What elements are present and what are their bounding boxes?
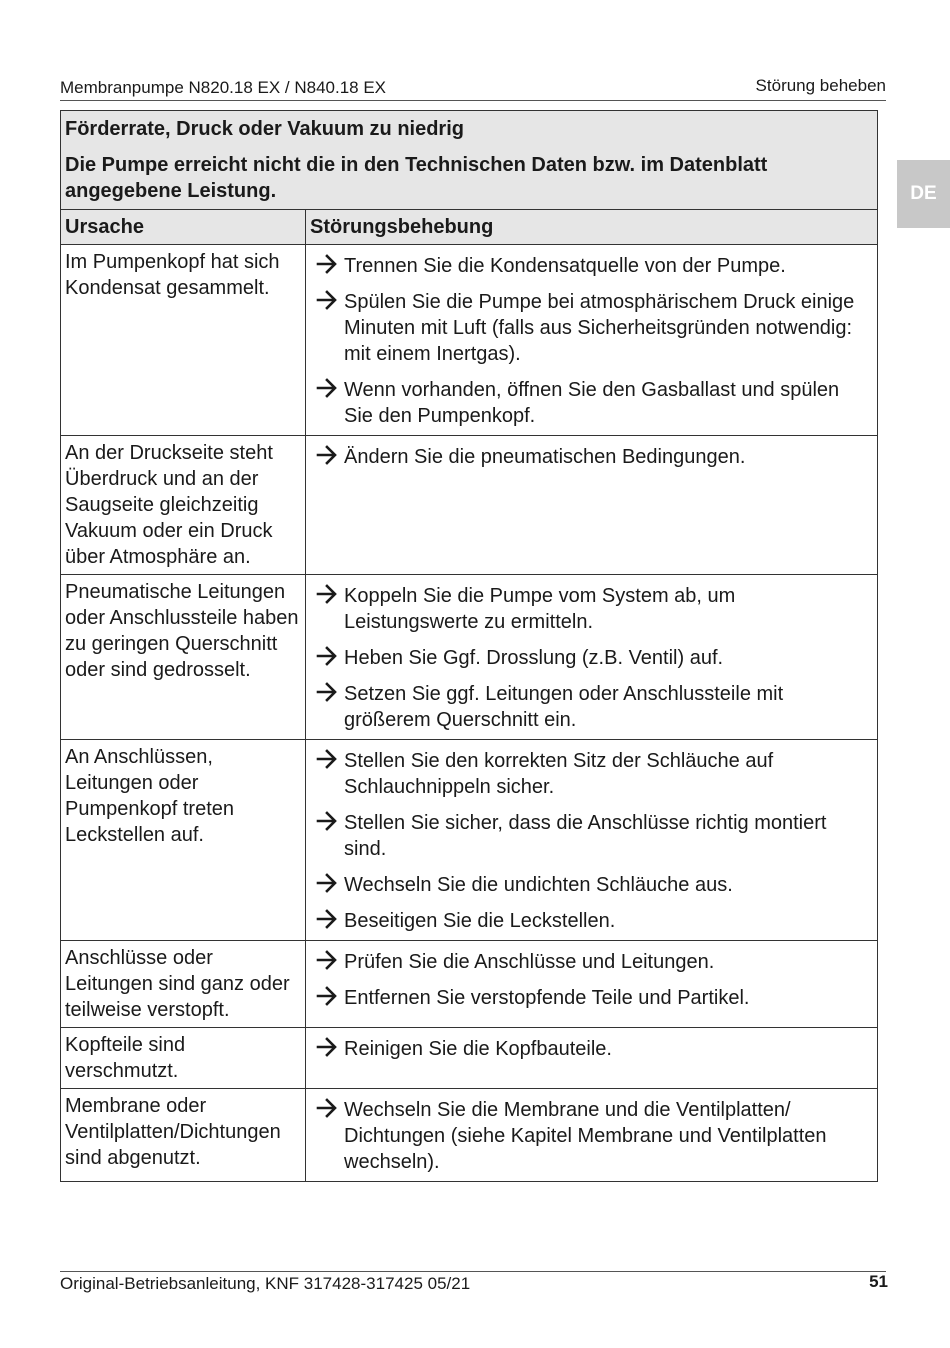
arrow-right-icon bbox=[310, 908, 344, 934]
remedy-text: Heben Sie Ggf. Drosslung (z.B. Ventil) auf. bbox=[344, 647, 724, 669]
remedy-text: Spülen Sie die Pumpe bei atmosphärischem Druck einige Minuten mit Luft (falls aus Sicherheitsgründen notwendig: mit einem Inertgas). bbox=[344, 291, 855, 365]
remedy-text: Prüfen Sie die Anschlüsse und Leitungen. bbox=[344, 951, 715, 973]
arrow-right-icon bbox=[310, 377, 344, 403]
remedy-text: Wenn vorhanden, öffnen Sie den Gasballast und spülen Sie den Pumpenkopf. bbox=[344, 379, 840, 427]
remedy-cell bbox=[306, 436, 878, 575]
footer-divider bbox=[60, 1271, 886, 1272]
remedy-text: Entfernen Sie verstopfende Teile und Partikel. bbox=[344, 987, 750, 1009]
table-row bbox=[61, 245, 878, 436]
table-row bbox=[61, 575, 878, 740]
table-row bbox=[61, 740, 878, 941]
remedy-item bbox=[310, 949, 873, 975]
table-subtitle: Die Pumpe erreicht nicht die in den Technischen Daten bzw. im Datenblatt angegebene Leistung. bbox=[65, 154, 768, 202]
remedy-cell bbox=[306, 941, 878, 1028]
remedy-cell bbox=[306, 740, 878, 941]
arrow-right-icon bbox=[310, 810, 344, 836]
arrow-right-icon bbox=[310, 645, 344, 671]
cause-cell: Membrane oder Ventilplatten/Dichtungen sind abgenutzt. bbox=[61, 1089, 306, 1182]
remedy-item bbox=[310, 583, 873, 635]
language-tab: DE bbox=[897, 160, 950, 228]
cause-cell: Pneumatische Leitungen oder Anschlussteile haben zu geringen Querschnitt oder sind gedrosselt. bbox=[61, 575, 306, 740]
cause-cell: An der Druckseite steht Überdruck und an der Saugseite gleichzeitig Vakuum oder ein Druck über Atmosphäre an. bbox=[61, 436, 306, 575]
arrow-right-icon bbox=[310, 444, 344, 470]
remedy-list bbox=[310, 1097, 873, 1175]
remedy-cell bbox=[306, 575, 878, 740]
remedy-text: Wechseln Sie die undichten Schläuche aus. bbox=[344, 874, 733, 896]
remedy-list bbox=[310, 1036, 873, 1062]
remedy-list bbox=[310, 949, 873, 1011]
cause-cell: Im Pumpenkopf hat sich Kondensat gesammelt. bbox=[61, 245, 306, 436]
remedy-item bbox=[310, 810, 873, 862]
column-header-remedy: Störungsbehebung bbox=[306, 210, 878, 245]
remedy-item bbox=[310, 748, 873, 800]
table-row bbox=[61, 436, 878, 575]
table-header-row bbox=[61, 210, 878, 245]
cause-cell: Anschlüsse oder Leitungen sind ganz oder teilweise verstopft. bbox=[61, 941, 306, 1028]
arrow-right-icon bbox=[310, 949, 344, 975]
remedy-text: Wechseln Sie die Membrane und die Ventilplatten/ Dichtungen (siehe Kapitel Membrane und Ventilplatten wechseln). bbox=[344, 1099, 827, 1173]
arrow-right-icon bbox=[310, 583, 344, 609]
cause-cell: An Anschlüssen, Leitungen oder Pumpenkopf treten Leckstellen auf. bbox=[61, 740, 306, 941]
header-section-title: Störung beheben bbox=[755, 76, 886, 95]
troubleshooting-table bbox=[60, 110, 878, 1182]
arrow-right-icon bbox=[310, 985, 344, 1011]
arrow-right-icon bbox=[310, 1036, 344, 1062]
remedy-item bbox=[310, 1097, 873, 1175]
page-number: 51 bbox=[869, 1272, 888, 1291]
remedy-text: Stellen Sie sicher, dass die Anschlüsse richtig montiert sind. bbox=[344, 812, 827, 860]
table-row bbox=[61, 1028, 878, 1089]
remedy-item bbox=[310, 377, 873, 429]
remedy-item bbox=[310, 289, 873, 367]
header-document-title: Membranpumpe N820.18 EX / N840.18 EX bbox=[60, 78, 387, 97]
arrow-right-icon bbox=[310, 253, 344, 279]
arrow-right-icon bbox=[310, 872, 344, 898]
remedy-text: Ändern Sie die pneumatischen Bedingungen. bbox=[344, 446, 746, 468]
remedy-text: Reinigen Sie die Kopfbauteile. bbox=[344, 1038, 612, 1060]
remedy-item bbox=[310, 1036, 873, 1062]
remedy-cell bbox=[306, 245, 878, 436]
table-row bbox=[61, 941, 878, 1028]
remedy-list bbox=[310, 583, 873, 733]
table-title: Förderrate, Druck oder Vakuum zu niedrig bbox=[65, 118, 464, 140]
arrow-right-icon bbox=[310, 748, 344, 774]
remedy-item bbox=[310, 253, 873, 279]
table-title-row bbox=[61, 111, 878, 210]
remedy-cell bbox=[306, 1028, 878, 1089]
table-row bbox=[61, 1089, 878, 1182]
arrow-right-icon bbox=[310, 289, 344, 315]
remedy-text: Koppeln Sie die Pumpe vom System ab, um Leistungswerte zu ermitteln. bbox=[344, 585, 736, 633]
remedy-cell bbox=[306, 1089, 878, 1182]
remedy-list bbox=[310, 748, 873, 934]
cause-cell: Kopfteile sind verschmutzt. bbox=[61, 1028, 306, 1089]
arrow-right-icon bbox=[310, 681, 344, 707]
remedy-text: Setzen Sie ggf. Leitungen oder Anschlussteile mit größerem Querschnitt ein. bbox=[344, 683, 784, 731]
remedy-text: Stellen Sie den korrekten Sitz der Schläuche auf Schlauchnippeln sicher. bbox=[344, 750, 774, 798]
column-header-cause: Ursache bbox=[61, 210, 306, 245]
footer-document-reference: Original-Betriebsanleitung, KNF 317428-317425 05/21 bbox=[60, 1274, 471, 1293]
header-divider bbox=[60, 100, 886, 101]
remedy-list bbox=[310, 253, 873, 429]
table-title-cell bbox=[61, 111, 878, 210]
arrow-right-icon bbox=[310, 1097, 344, 1123]
remedy-item bbox=[310, 645, 873, 671]
remedy-item bbox=[310, 872, 873, 898]
remedy-text: Beseitigen Sie die Leckstellen. bbox=[344, 910, 616, 932]
remedy-list bbox=[310, 444, 873, 470]
remedy-item bbox=[310, 444, 873, 470]
remedy-item bbox=[310, 681, 873, 733]
remedy-text: Trennen Sie die Kondensatquelle von der Pumpe. bbox=[344, 255, 786, 277]
remedy-item bbox=[310, 908, 873, 934]
remedy-item bbox=[310, 985, 873, 1011]
